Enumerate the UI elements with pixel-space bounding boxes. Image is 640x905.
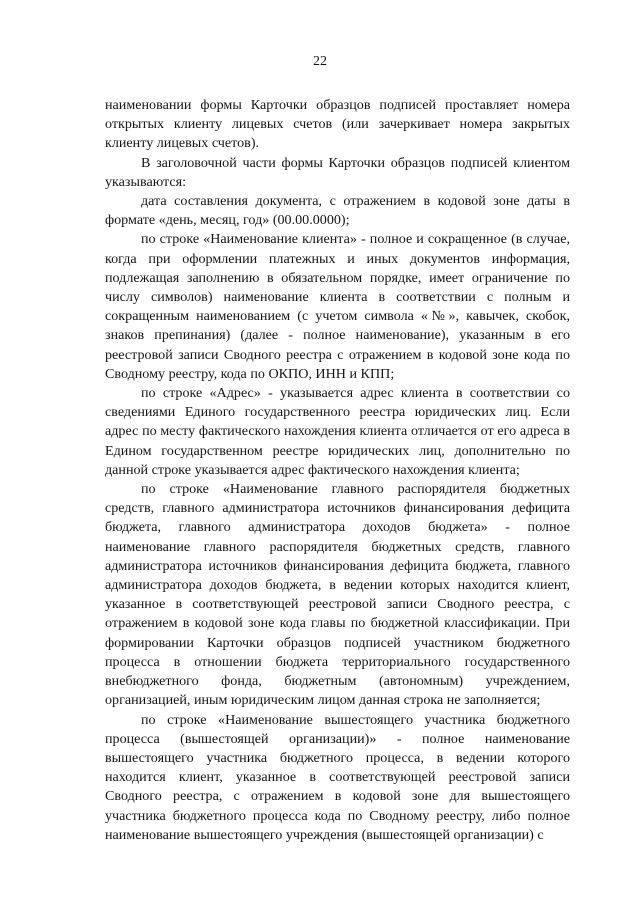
paragraph: наименовании формы Карточки образцов подписей проставляет номера открытых клиенту лицевых счетов (или зачеркивает номера закрытых клиенту лицевых счетов). <box>105 97 570 152</box>
paragraph: по строке «Наименование главного распорядителя бюджетных средств, главного администратора источников финансирования дефицита бюджета, главного администратора доходов бюджета» - полное наименование главного распорядителя бюджетных средств, главного администратора источников финансирования дефицита бюджета, главного администратора доходов бюджета, в ведении которых находится клиент, указанное в соответствующей реестровой записи Сводного реестра, с отражением в кодовой зоне кода главы по бюджетной классификации. При формировании Карточки образцов подписей участником бюджетного процесса в отношении бюджета территориального государственного внебюджетного фонда, бюджетным (автономным) учреждением, организацией, иным юридическим лицом данная строка не заполняется; <box>105 481 570 709</box>
paragraph: по строке «Наименование вышестоящего участника бюджетного процесса (вышестоящей организации)» - полное наименование вышестоящего участника бюджетного процесса, в ведении которого находится клиент, указанное в соответствующей реестровой записи Сводного реестра, с отражением в кодовой зоне для вышестоящего участника бюджетного процесса кода по Сводному реестру, либо полное наименование вышестоящего учреждения (вышестоящей организации) с <box>105 711 570 843</box>
document-body <box>105 96 570 845</box>
paragraph: дата составления документа, с отражением в кодовой зоне даты в формате «день, месяц, год» (00.00.0000); <box>105 193 570 229</box>
paragraph: по строке «Адрес» - указывается адрес клиента в соответствии со сведениями Единого государственного реестра юридических лиц. Если адрес по месту фактического нахождения клиента отличается от его адреса в Едином государственном реестре юридических лиц, дополнительно по данной строке указывается адрес фактического нахождения клиента; <box>105 385 570 478</box>
paragraph: по строке «Наименование клиента» - полное и сокращенное (в случае, когда при оформлении платежных и иных документов информация, подлежащая заполнению в обязательном порядке, имеет ограничение по числу символов) наименование клиента в соответствии с полным и сокращенным наименованием (с учетом символа «№», кавычек, скобок, знаков препинания) (далее - полное наименование), указанным в его реестровой записи Сводного реестра с отражением в кодовой зоне кода по Сводному реестру, кода по ОКПО, ИНН и КПП; <box>105 231 570 382</box>
paragraph: В заголовочной части формы Карточки образцов подписей клиентом указываются: <box>105 154 570 190</box>
page-number: 22 <box>313 54 327 69</box>
